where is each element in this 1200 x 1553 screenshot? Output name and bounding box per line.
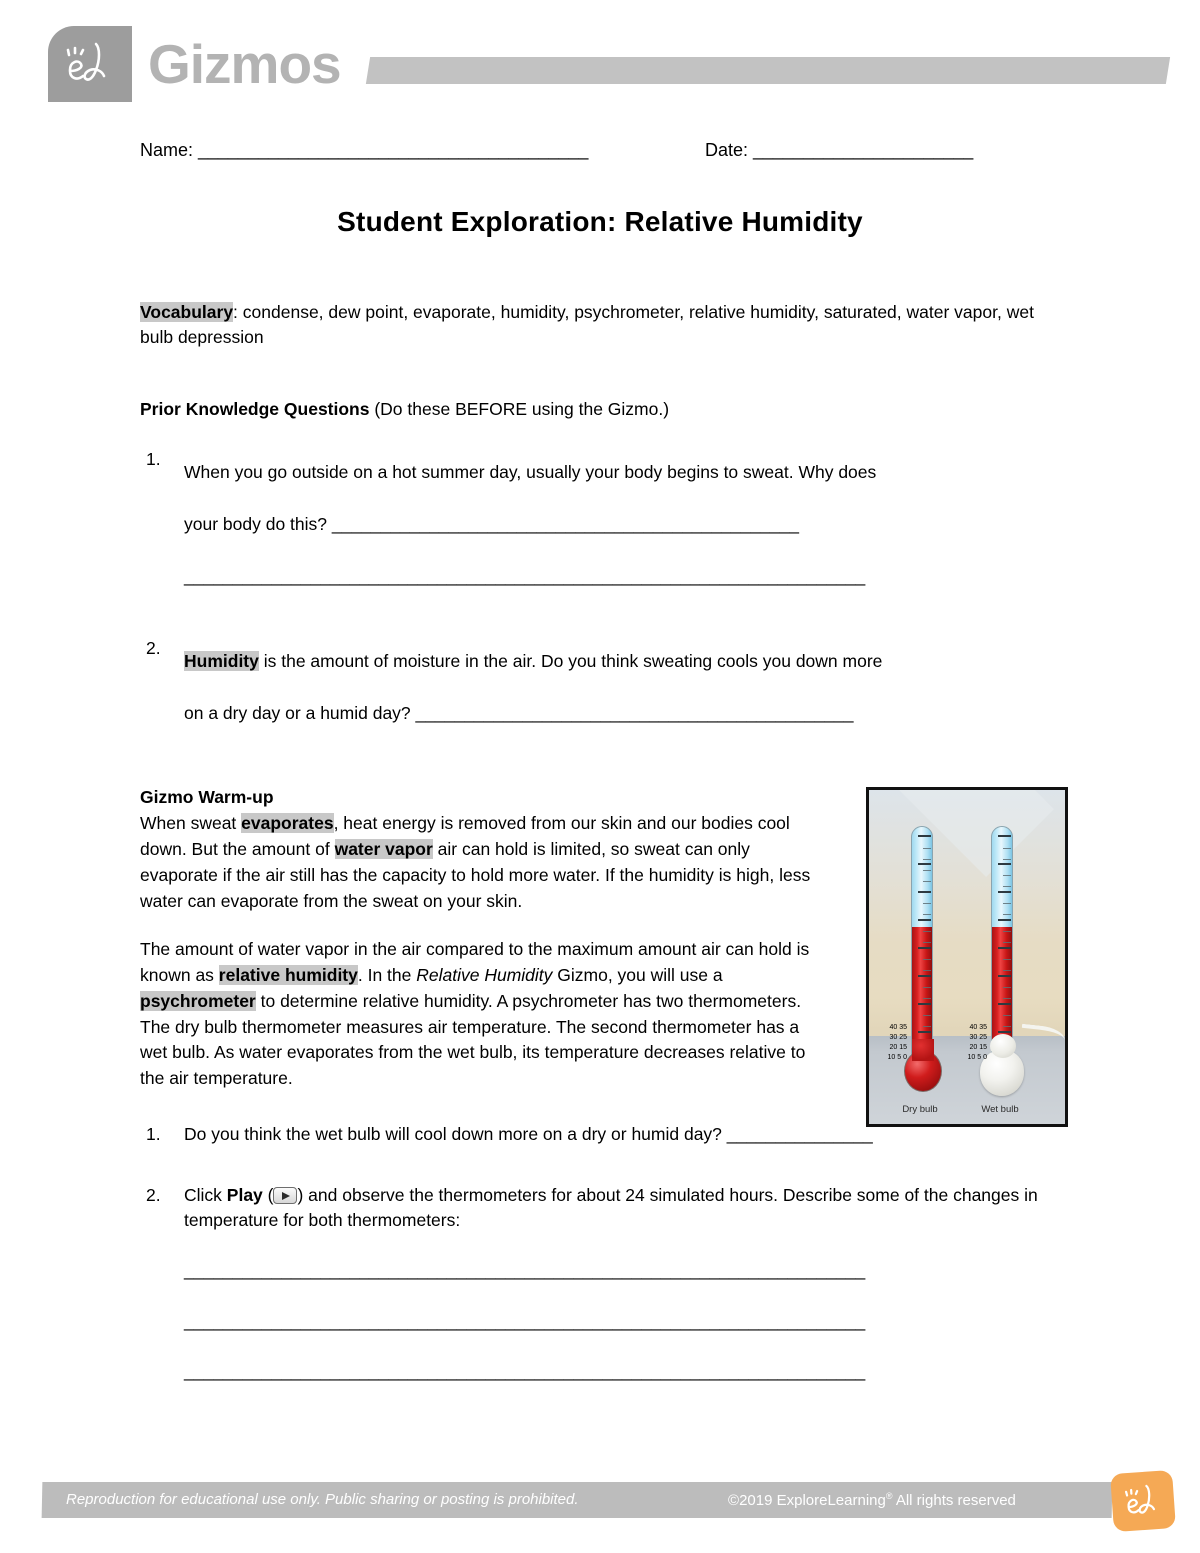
question-body [184, 447, 1060, 602]
list-item [140, 1122, 1060, 1147]
question-text: Do you think the wet bulb will cool down more on a dry or humid day? [184, 1124, 727, 1145]
brand-wordmark: Gizmos [148, 33, 341, 95]
warmup-para1-b: , heat energy is removed from our skin and our bodies cool down. But the amount of [140, 813, 790, 860]
figure-label-dry-bulb: Dry bulb [902, 1103, 938, 1115]
scale-tick-label: 40 [969, 1023, 978, 1031]
document-content [140, 120, 1060, 1397]
question-text-line2: your body do this? [184, 513, 332, 534]
scale-tick-label: 25 [899, 1033, 907, 1041]
answer-blank[interactable]: ________________________________________________ [331, 513, 800, 534]
gizmo-warmup-section [140, 785, 1060, 1115]
warmup-para2 [140, 937, 830, 1092]
play-button-icon[interactable] [273, 1187, 297, 1204]
registered-mark: ® [885, 1491, 893, 1501]
list-item [140, 447, 1060, 602]
warmup-para2-a: The amount of water vapor in the air compared to the maximum amount air can hold is known as [140, 938, 810, 985]
scale-tick-label: 0 [903, 1053, 907, 1061]
question-text-line1: is the amount of moisture in the air. Do you think sweating cools you down more [258, 651, 883, 672]
warmup-para1-a: When sweat [140, 813, 242, 834]
dry-bulb-thermometer [911, 826, 933, 1062]
warmup-para2-b: . In the [357, 964, 417, 985]
highlighted-term: psychrometer [140, 990, 256, 1011]
wet-bulb-thermometer [991, 826, 1013, 1062]
play-label: Play [226, 1185, 263, 1206]
scale-tick-label: 0 [983, 1053, 987, 1061]
copyright-symbol: © [728, 1492, 740, 1509]
answer-blank[interactable]: ______________________________________________________________________ [184, 1259, 866, 1280]
answer-blank[interactable]: _______________ [726, 1124, 873, 1145]
warmup-heading-paragraph [140, 785, 830, 914]
warmup-question-list [140, 1122, 1060, 1397]
scale-tick-label: 20 [889, 1043, 898, 1051]
warmup-para2-d: to determine relative humidity. A psychrometer has two thermometers. The dry bulb thermometer measures air temperature. The second thermometer has a wet bulb. As water evaporates from the wet bulb, its temperature decreases relative to the air temperature. [140, 990, 806, 1089]
answer-blank[interactable]: _____________________________________________ [415, 702, 854, 723]
page-header [0, 0, 1200, 120]
scale-tick-label: 15 [979, 1043, 987, 1051]
gizmo-name-italic: Relative Humidity [416, 964, 553, 985]
question-text-c: ) and observe the thermometers for about 24 simulated hours. Describe some of the changes in temperature for both thermometers: [184, 1185, 1038, 1230]
question-text-b: ( [262, 1185, 274, 1206]
name-field-label[interactable]: Name: _______________________________________ [140, 140, 589, 160]
question-body [184, 636, 1060, 739]
document-page [0, 120, 1200, 1397]
highlighted-term: Humidity [184, 651, 259, 672]
answer-blank[interactable]: ______________________________________________________________________ [184, 565, 866, 586]
question-number: 2. [146, 1185, 161, 1206]
highlighted-term: water vapor [334, 839, 433, 860]
figure-background-corner [880, 787, 1054, 877]
page-title: Student Exploration: Relative Humidity [337, 206, 863, 237]
warmup-para2-c: Gizmo, you will use a [552, 964, 723, 985]
question-text-a: Click [184, 1185, 227, 1206]
el-script-logo-icon [48, 26, 132, 102]
psychrometer-figure [866, 787, 1068, 1127]
question-text-line2: on a dry day or a humid day? [184, 702, 416, 723]
wet-bulb-scale [961, 1023, 987, 1063]
vocabulary-colon: : [233, 301, 238, 322]
question-number: 1. [146, 449, 161, 470]
vocabulary-terms: condense, dew point, evaporate, humidity, psychrometer, relative humidity, saturated, water vapor, wet bulb depression [140, 301, 1034, 348]
rights-text: All rights reserved [892, 1492, 1016, 1509]
highlighted-term: evaporates [241, 813, 334, 834]
vocabulary-section [140, 300, 1060, 351]
figure-label-wet-bulb: Wet bulb [981, 1103, 1019, 1115]
warmup-text-block [140, 785, 830, 1092]
prior-knowledge-heading-bold: Prior Knowledge Questions [140, 398, 370, 419]
list-item [140, 1183, 1060, 1397]
thermometer-ticks [992, 827, 1012, 1061]
answer-lines [184, 1245, 1060, 1397]
scale-tick-label: 35 [899, 1023, 907, 1031]
list-item [140, 636, 1060, 739]
scale-tick-label: 5 [897, 1053, 902, 1061]
highlighted-term: relative humidity [218, 964, 358, 985]
question-number: 2. [146, 638, 161, 659]
question-body [184, 1183, 1060, 1397]
answer-blank[interactable]: ______________________________________________________________________ [184, 1310, 866, 1331]
question-body [184, 1122, 1060, 1147]
scale-tick-label: 40 [889, 1023, 898, 1031]
thermometer-tube [911, 826, 933, 1062]
warmup-heading: Gizmo Warm-up [140, 787, 274, 808]
scale-tick-label: 20 [969, 1043, 978, 1051]
scale-tick-label: 15 [899, 1043, 907, 1051]
scale-tick-label: 5 [977, 1053, 982, 1061]
date-field-label[interactable]: Date: ______________________ [705, 140, 974, 160]
scale-tick-label: 25 [979, 1033, 987, 1041]
header-stripe [366, 57, 1170, 84]
scale-tick-label: 30 [889, 1033, 898, 1041]
footer-logo-badge [1110, 1470, 1176, 1532]
prior-knowledge-heading-rest: (Do these BEFORE using the Gizmo.) [369, 398, 670, 419]
thermometer-tube [991, 826, 1013, 1062]
company-name: ExploreLearning [772, 1492, 886, 1509]
warmup-para1-c: air can hold is limited, so sweat can only evaporate if the air still has the capacity to hold more water. If the humidity is high, less water can evaporate from the sweat on your skin. [140, 839, 811, 912]
page-footer [0, 1470, 1200, 1553]
copyright-year: 2019 [739, 1492, 773, 1509]
scale-tick-label: 30 [969, 1033, 978, 1041]
question-number: 1. [146, 1124, 161, 1145]
name-date-row [140, 120, 1060, 166]
question-text-line1: When you go outside on a hot summer day, usually your body begins to sweat. Why does [184, 462, 877, 483]
answer-blank[interactable]: ______________________________________________________________________ [184, 1361, 866, 1382]
prior-knowledge-heading [140, 397, 1060, 422]
el-script-logo-icon [1110, 1470, 1176, 1532]
footer-usage-notice: Reproduction for educational use only. Public sharing or posting is prohibited. [66, 1491, 579, 1508]
footer-copyright [728, 1491, 1016, 1509]
gizmos-logo-badge [48, 26, 132, 102]
scale-tick-label: 35 [979, 1023, 987, 1031]
scale-tick-label: 10 [887, 1053, 896, 1061]
thermometer-ticks [912, 827, 932, 1061]
vocabulary-label: Vocabulary [140, 301, 234, 322]
scale-tick-label: 10 [967, 1053, 976, 1061]
dry-bulb-scale [881, 1023, 907, 1063]
prior-knowledge-question-list [140, 447, 1060, 739]
